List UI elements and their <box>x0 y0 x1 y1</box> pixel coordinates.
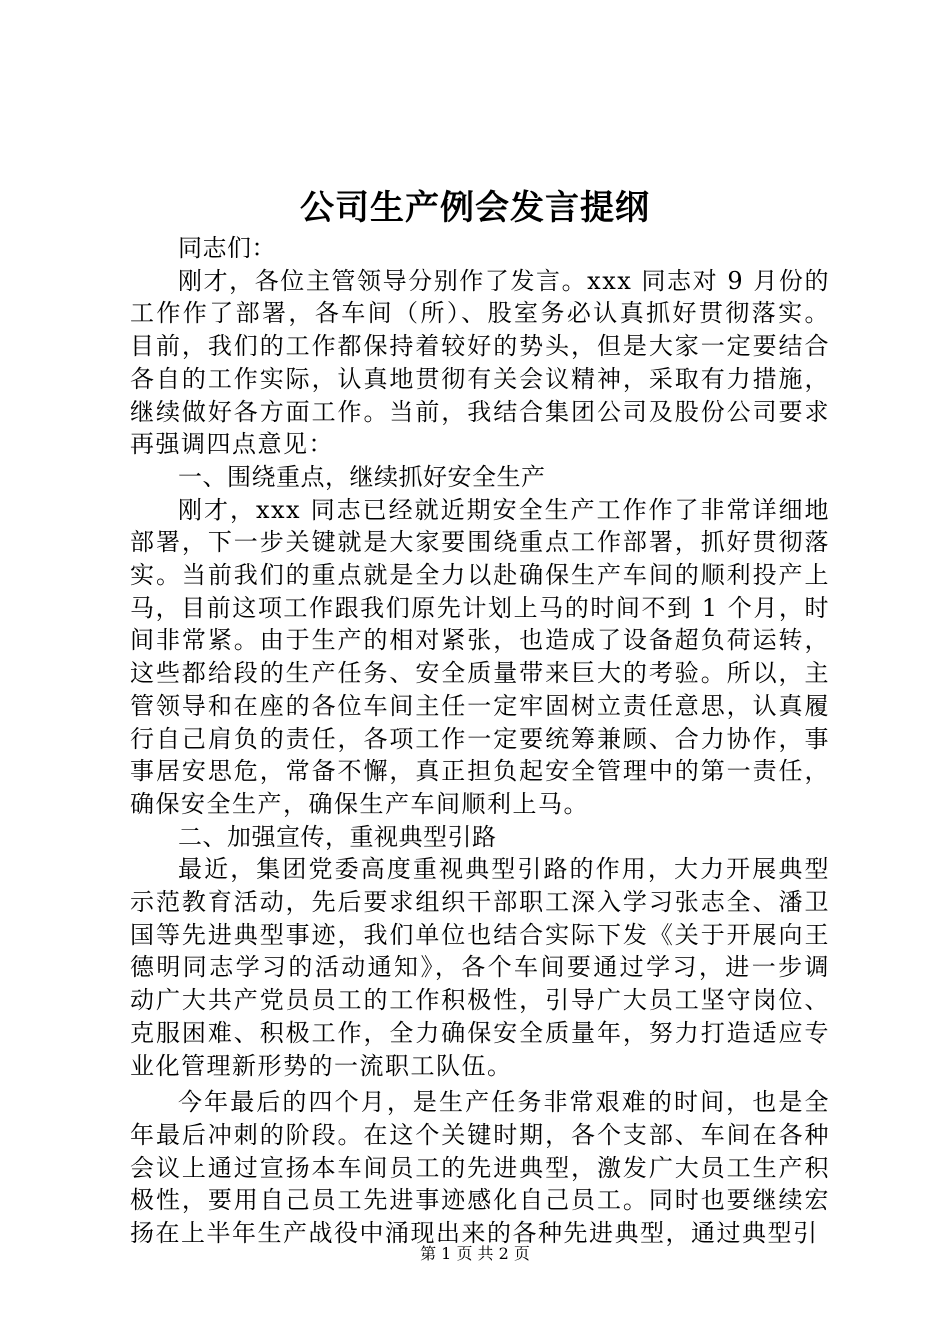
paragraph-intro: 刚才，各位主管领导分别作了发言。xxx 同志对 9 月份的工作作了部署，各车间（所）、股室务必认真抓好贯彻落实。目前，我们的工作都保持着较好的势头，但是大家一定要结合各自的工作实际，认真地贯彻有关会议精神，采取有力措施，继续做好各方面工作。当前，我结合集团公司及股份公司要求再强调四点意见： <box>130 266 830 459</box>
paragraph-safety: 刚才，xxx 同志已经就近期安全生产工作作了非常详细地部署，下一步关键就是大家要围绕重点工作部署，抓好贯彻落实。当前我们的重点就是全力以赴确保生产车间的顺利投产上马，目前这项工作跟我们原先计划上马的时间不到 1 个月，时间非常紧。由于生产的相对紧张，也造成了设备超负荷运转，这些都给段的生产任务、安全质量带来巨大的考验。所以，主管领导和在座的各位车间主任一定牢固树立责任意思，认真履行自己肩负的责任，各项工作一定要统筹兼顾、合力协作，事事居安思危，常备不懈，真正担负起安全管理中的第一责任，确保安全生产，确保生产车间顺利上马。 <box>130 495 830 818</box>
document-title: 公司生产例会发言提纲 <box>300 188 650 228</box>
document-body <box>130 232 830 1250</box>
section-heading-1: 一、围绕重点，继续抓好安全生产 <box>178 462 546 491</box>
salutation: 同志们： <box>178 234 276 262</box>
page-footer: 第 1 页 共 2 页 <box>420 1244 530 1263</box>
paragraph-typical-models: 最近，集团党委高度重视典型引路的作用，大力开展典型示范教育活动，先后要求组织干部职工深入学习张志全、潘卫国等先进典型事迹，我们单位也结合实际下发《关于开展向王德明同志学习的活动通知》，各个车间要通过学习，进一步调动广大共产党员员工的工作积极性，引导广大员工坚守岗位、克服困难、积极工作，全力确保安全质量年，努力打造适应专业化管理新形势的一流职工队伍。 <box>130 855 830 1080</box>
section-heading-2: 二、加强宣传，重视典型引路 <box>178 822 497 851</box>
paragraph-final-months: 今年最后的四个月，是生产任务非常艰难的时间，也是全年最后冲刺的阶段。在这个关键时期，各个支部、车间在各种会议上通过宣扬本车间员工的先进典型，激发广大员工生产积极性，要用自己员工先进事迹感化自己员工。同时也要继续宏扬在上半年生产战役中涌现出来的各种先进典型，通过典型引 <box>130 1088 830 1248</box>
